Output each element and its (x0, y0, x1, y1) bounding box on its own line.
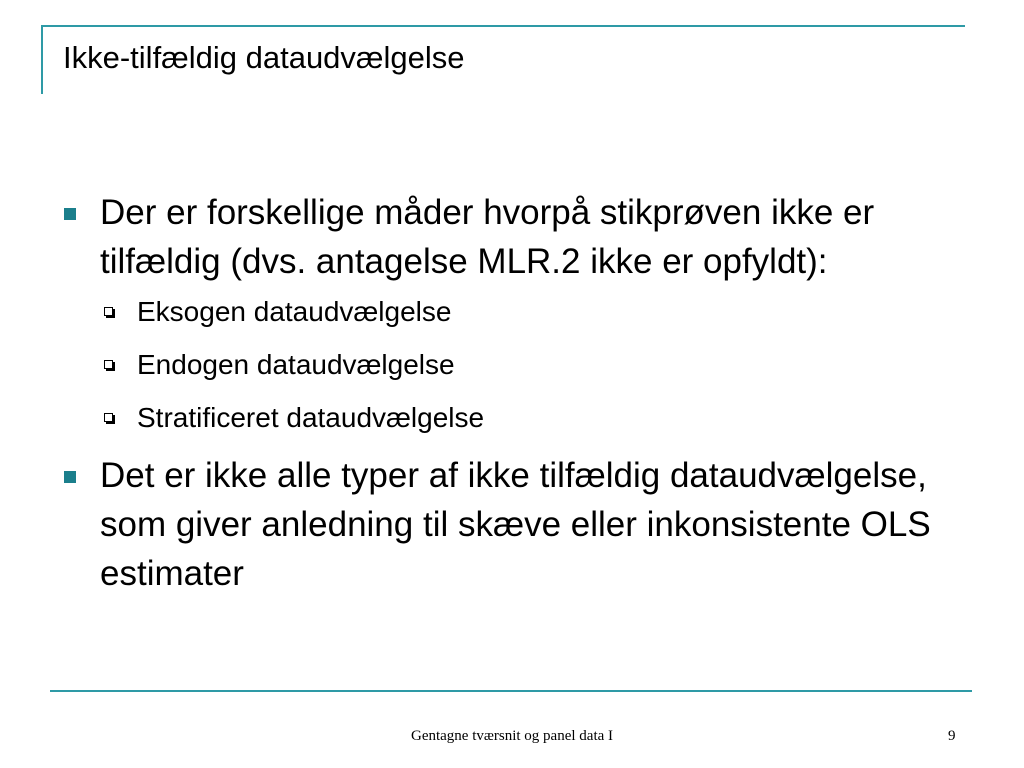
title-left-rule (41, 26, 43, 94)
sub-bullet-text: Stratificeret dataudvælgelse (137, 402, 485, 433)
sub-bullet-item (60, 292, 970, 332)
box-bullet-icon (104, 360, 113, 369)
sub-bullet-text: Eksogen dataudvælgelse (137, 296, 452, 327)
slide-title: Ikke-tilfældig dataudvælgelse (63, 40, 465, 75)
sub-bullet-list (60, 292, 970, 438)
square-bullet-icon (64, 471, 76, 483)
bullet-text: Det er ikke alle typer af ikke tilfældig dataudvælgelse, som giver anledning til skæve eller inkonsistente OLS estimater (100, 456, 931, 593)
bullet-item (60, 451, 970, 598)
box-bullet-icon (104, 413, 113, 422)
sub-bullet-item (60, 345, 970, 385)
bullet-item (60, 188, 970, 286)
slide-body (60, 188, 970, 604)
square-bullet-icon (64, 208, 76, 220)
box-bullet-icon (104, 307, 113, 316)
footer-text: Gentagne tværsnit og panel data I (410, 728, 614, 744)
page-number: 9 (948, 728, 956, 744)
title-top-rule (41, 25, 965, 27)
footer-rule (50, 690, 972, 692)
sub-bullet-text: Endogen dataudvælgelse (137, 349, 455, 380)
bullet-text: Der er forskellige måder hvorpå stikprøven ikke er tilfældig (dvs. antagelse MLR.2 ikke er opfyldt): (100, 193, 875, 281)
sub-bullet-item (60, 398, 970, 438)
